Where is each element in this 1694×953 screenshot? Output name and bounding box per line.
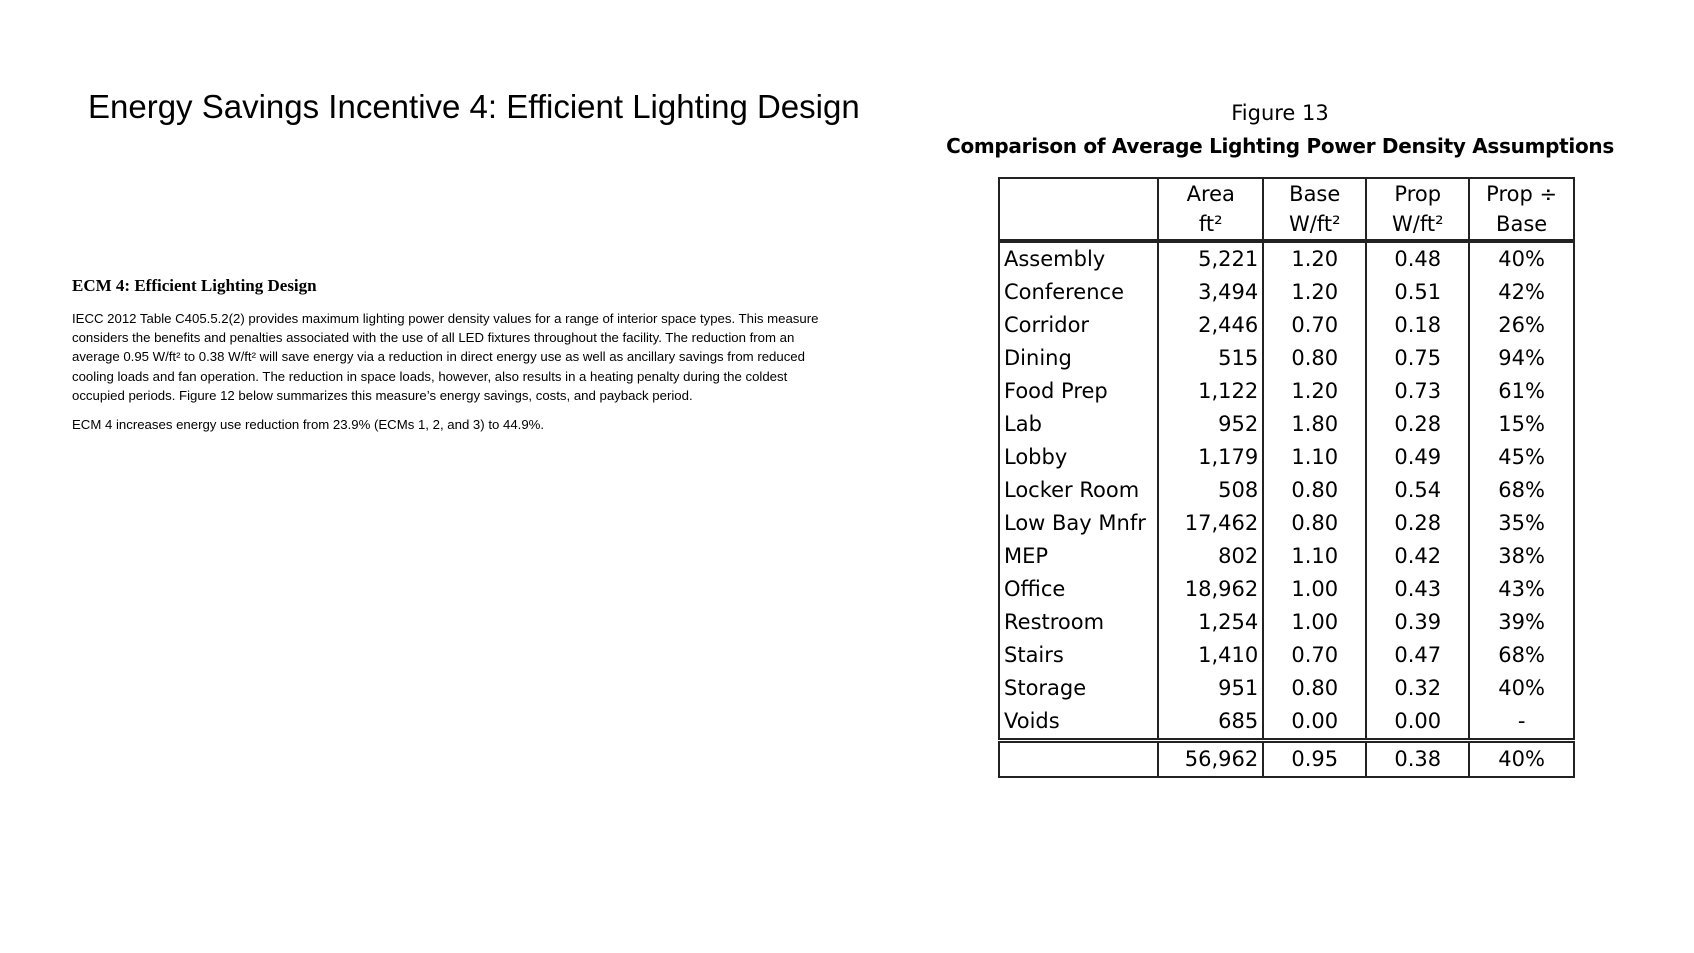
space-type-cell: Lobby xyxy=(999,441,1158,474)
total-area: 56,962 xyxy=(1158,741,1263,778)
ratio-cell: 43% xyxy=(1469,573,1574,606)
space-type-cell: Assembly xyxy=(999,241,1158,276)
area-cell: 685 xyxy=(1158,705,1263,741)
space-type-cell: Food Prep xyxy=(999,375,1158,408)
figure-label: Figure 13 xyxy=(1231,101,1329,125)
ratio-cell: 68% xyxy=(1469,474,1574,507)
header-unit-base: W/ft² xyxy=(1263,209,1366,241)
area-cell: 17,462 xyxy=(1158,507,1263,540)
prop-lpd-cell: 0.39 xyxy=(1366,606,1469,639)
ratio-cell: 40% xyxy=(1469,241,1574,276)
ratio-cell: 68% xyxy=(1469,639,1574,672)
base-lpd-cell: 0.80 xyxy=(1263,474,1366,507)
prop-lpd-cell: 0.32 xyxy=(1366,672,1469,705)
table-row xyxy=(999,606,1574,639)
total-ratio: 40% xyxy=(1469,741,1574,778)
header-cell xyxy=(999,209,1158,241)
prop-lpd-cell: 0.00 xyxy=(1366,705,1469,741)
prop-lpd-cell: 0.49 xyxy=(1366,441,1469,474)
space-type-cell: MEP xyxy=(999,540,1158,573)
base-lpd-cell: 1.10 xyxy=(1263,441,1366,474)
slide-title: Energy Savings Incentive 4: Efficient Lighting Design xyxy=(88,88,860,125)
area-cell: 5,221 xyxy=(1158,241,1263,276)
table-row xyxy=(999,276,1574,309)
space-type-cell: Low Bay Mnfr xyxy=(999,507,1158,540)
area-cell: 2,446 xyxy=(1158,309,1263,342)
area-cell: 951 xyxy=(1158,672,1263,705)
table-row xyxy=(999,705,1574,741)
header-cell-base: Base xyxy=(1263,178,1366,209)
base-lpd-cell: 1.20 xyxy=(1263,276,1366,309)
base-lpd-cell: 1.00 xyxy=(1263,573,1366,606)
ratio-cell: 38% xyxy=(1469,540,1574,573)
ratio-cell: 40% xyxy=(1469,672,1574,705)
table-row xyxy=(999,474,1574,507)
base-lpd-cell: 0.70 xyxy=(1263,639,1366,672)
table-row xyxy=(999,540,1574,573)
area-cell: 1,254 xyxy=(1158,606,1263,639)
base-lpd-cell: 1.20 xyxy=(1263,241,1366,276)
table-row xyxy=(999,375,1574,408)
ratio-cell: 61% xyxy=(1469,375,1574,408)
table-row xyxy=(999,573,1574,606)
ratio-cell: 45% xyxy=(1469,441,1574,474)
ratio-cell: 15% xyxy=(1469,408,1574,441)
header-unit-prop: W/ft² xyxy=(1366,209,1469,241)
base-lpd-cell: 1.80 xyxy=(1263,408,1366,441)
total-row xyxy=(999,741,1574,778)
area-cell: 1,410 xyxy=(1158,639,1263,672)
space-type-cell: Dining xyxy=(999,342,1158,375)
prop-lpd-cell: 0.42 xyxy=(1366,540,1469,573)
ecm-paragraph-2: ECM 4 increases energy use reduction from 23.9% (ECMs 1, 2, and 3) to 44.9%. xyxy=(72,417,545,433)
header-cell-prop: Prop xyxy=(1366,178,1469,209)
table-row xyxy=(999,639,1574,672)
space-type-cell: Conference xyxy=(999,276,1158,309)
space-type-cell: Voids xyxy=(999,705,1158,741)
header-cell xyxy=(999,178,1158,209)
header-cell-ratio: Prop ÷ xyxy=(1469,178,1574,209)
table-row xyxy=(999,408,1574,441)
space-type-cell: Office xyxy=(999,573,1158,606)
area-cell: 802 xyxy=(1158,540,1263,573)
area-cell: 508 xyxy=(1158,474,1263,507)
ecm-text-block xyxy=(72,276,852,434)
prop-lpd-cell: 0.28 xyxy=(1366,408,1469,441)
prop-lpd-cell: 0.48 xyxy=(1366,241,1469,276)
area-cell: 952 xyxy=(1158,408,1263,441)
area-cell: 515 xyxy=(1158,342,1263,375)
table-row xyxy=(999,507,1574,540)
ratio-cell: 39% xyxy=(1469,606,1574,639)
figure-caption: Comparison of Average Lighting Power Density Assumptions xyxy=(946,134,1614,158)
table-row xyxy=(999,241,1574,276)
lighting-power-density-table xyxy=(998,177,1575,778)
ratio-cell: - xyxy=(1469,705,1574,741)
prop-lpd-cell: 0.75 xyxy=(1366,342,1469,375)
area-cell: 1,179 xyxy=(1158,441,1263,474)
base-lpd-cell: 1.10 xyxy=(1263,540,1366,573)
area-cell: 18,962 xyxy=(1158,573,1263,606)
ecm-paragraph-1: IECC 2012 Table C405.5.2(2) provides maximum lighting power density values for a range of interior space types. This measure considers the benefits and penalties associated with the use of all LED fixtures throughout the facility. The reduction from an average 0.95 W/ft² to 0.38 W/ft² will save energy via a reduction in direct energy use as well as ancillary savings from reduced cooling loads and fan operation. The reduction in space loads, however, also results in a heating penalty during the coldest occupied periods. Figure 12 below summarizes this measure’s energy savings, costs, and payback period. xyxy=(72,311,819,403)
base-lpd-cell: 1.20 xyxy=(1263,375,1366,408)
space-type-cell: Storage xyxy=(999,672,1158,705)
header-unit-ratio: Base xyxy=(1469,209,1574,241)
base-lpd-cell: 0.00 xyxy=(1263,705,1366,741)
prop-lpd-cell: 0.43 xyxy=(1366,573,1469,606)
table-footer xyxy=(999,741,1574,778)
area-cell: 1,122 xyxy=(1158,375,1263,408)
header-unit-area: ft² xyxy=(1158,209,1263,241)
table-row xyxy=(999,672,1574,705)
prop-lpd-cell: 0.51 xyxy=(1366,276,1469,309)
base-lpd-cell: 0.70 xyxy=(1263,309,1366,342)
ratio-cell: 42% xyxy=(1469,276,1574,309)
prop-lpd-cell: 0.54 xyxy=(1366,474,1469,507)
prop-lpd-cell: 0.28 xyxy=(1366,507,1469,540)
prop-lpd-cell: 0.73 xyxy=(1366,375,1469,408)
header-row-1 xyxy=(999,178,1574,209)
ratio-cell: 26% xyxy=(1469,309,1574,342)
table-row xyxy=(999,441,1574,474)
table-row xyxy=(999,342,1574,375)
total-base: 0.95 xyxy=(1263,741,1366,778)
space-type-cell: Locker Room xyxy=(999,474,1158,507)
total-label-cell xyxy=(999,741,1158,778)
space-type-cell: Restroom xyxy=(999,606,1158,639)
table-row xyxy=(999,309,1574,342)
prop-lpd-cell: 0.47 xyxy=(1366,639,1469,672)
base-lpd-cell: 0.80 xyxy=(1263,672,1366,705)
space-type-cell: Corridor xyxy=(999,309,1158,342)
ratio-cell: 35% xyxy=(1469,507,1574,540)
table-body xyxy=(999,241,1574,741)
area-cell: 3,494 xyxy=(1158,276,1263,309)
base-lpd-cell: 0.80 xyxy=(1263,342,1366,375)
total-prop: 0.38 xyxy=(1366,741,1469,778)
prop-lpd-cell: 0.18 xyxy=(1366,309,1469,342)
header-cell-area: Area xyxy=(1158,178,1263,209)
base-lpd-cell: 1.00 xyxy=(1263,606,1366,639)
ecm-heading: ECM 4: Efficient Lighting Design xyxy=(72,276,317,295)
space-type-cell: Lab xyxy=(999,408,1158,441)
base-lpd-cell: 0.80 xyxy=(1263,507,1366,540)
header-row-2 xyxy=(999,209,1574,241)
ratio-cell: 94% xyxy=(1469,342,1574,375)
space-type-cell: Stairs xyxy=(999,639,1158,672)
table-header xyxy=(999,178,1574,241)
